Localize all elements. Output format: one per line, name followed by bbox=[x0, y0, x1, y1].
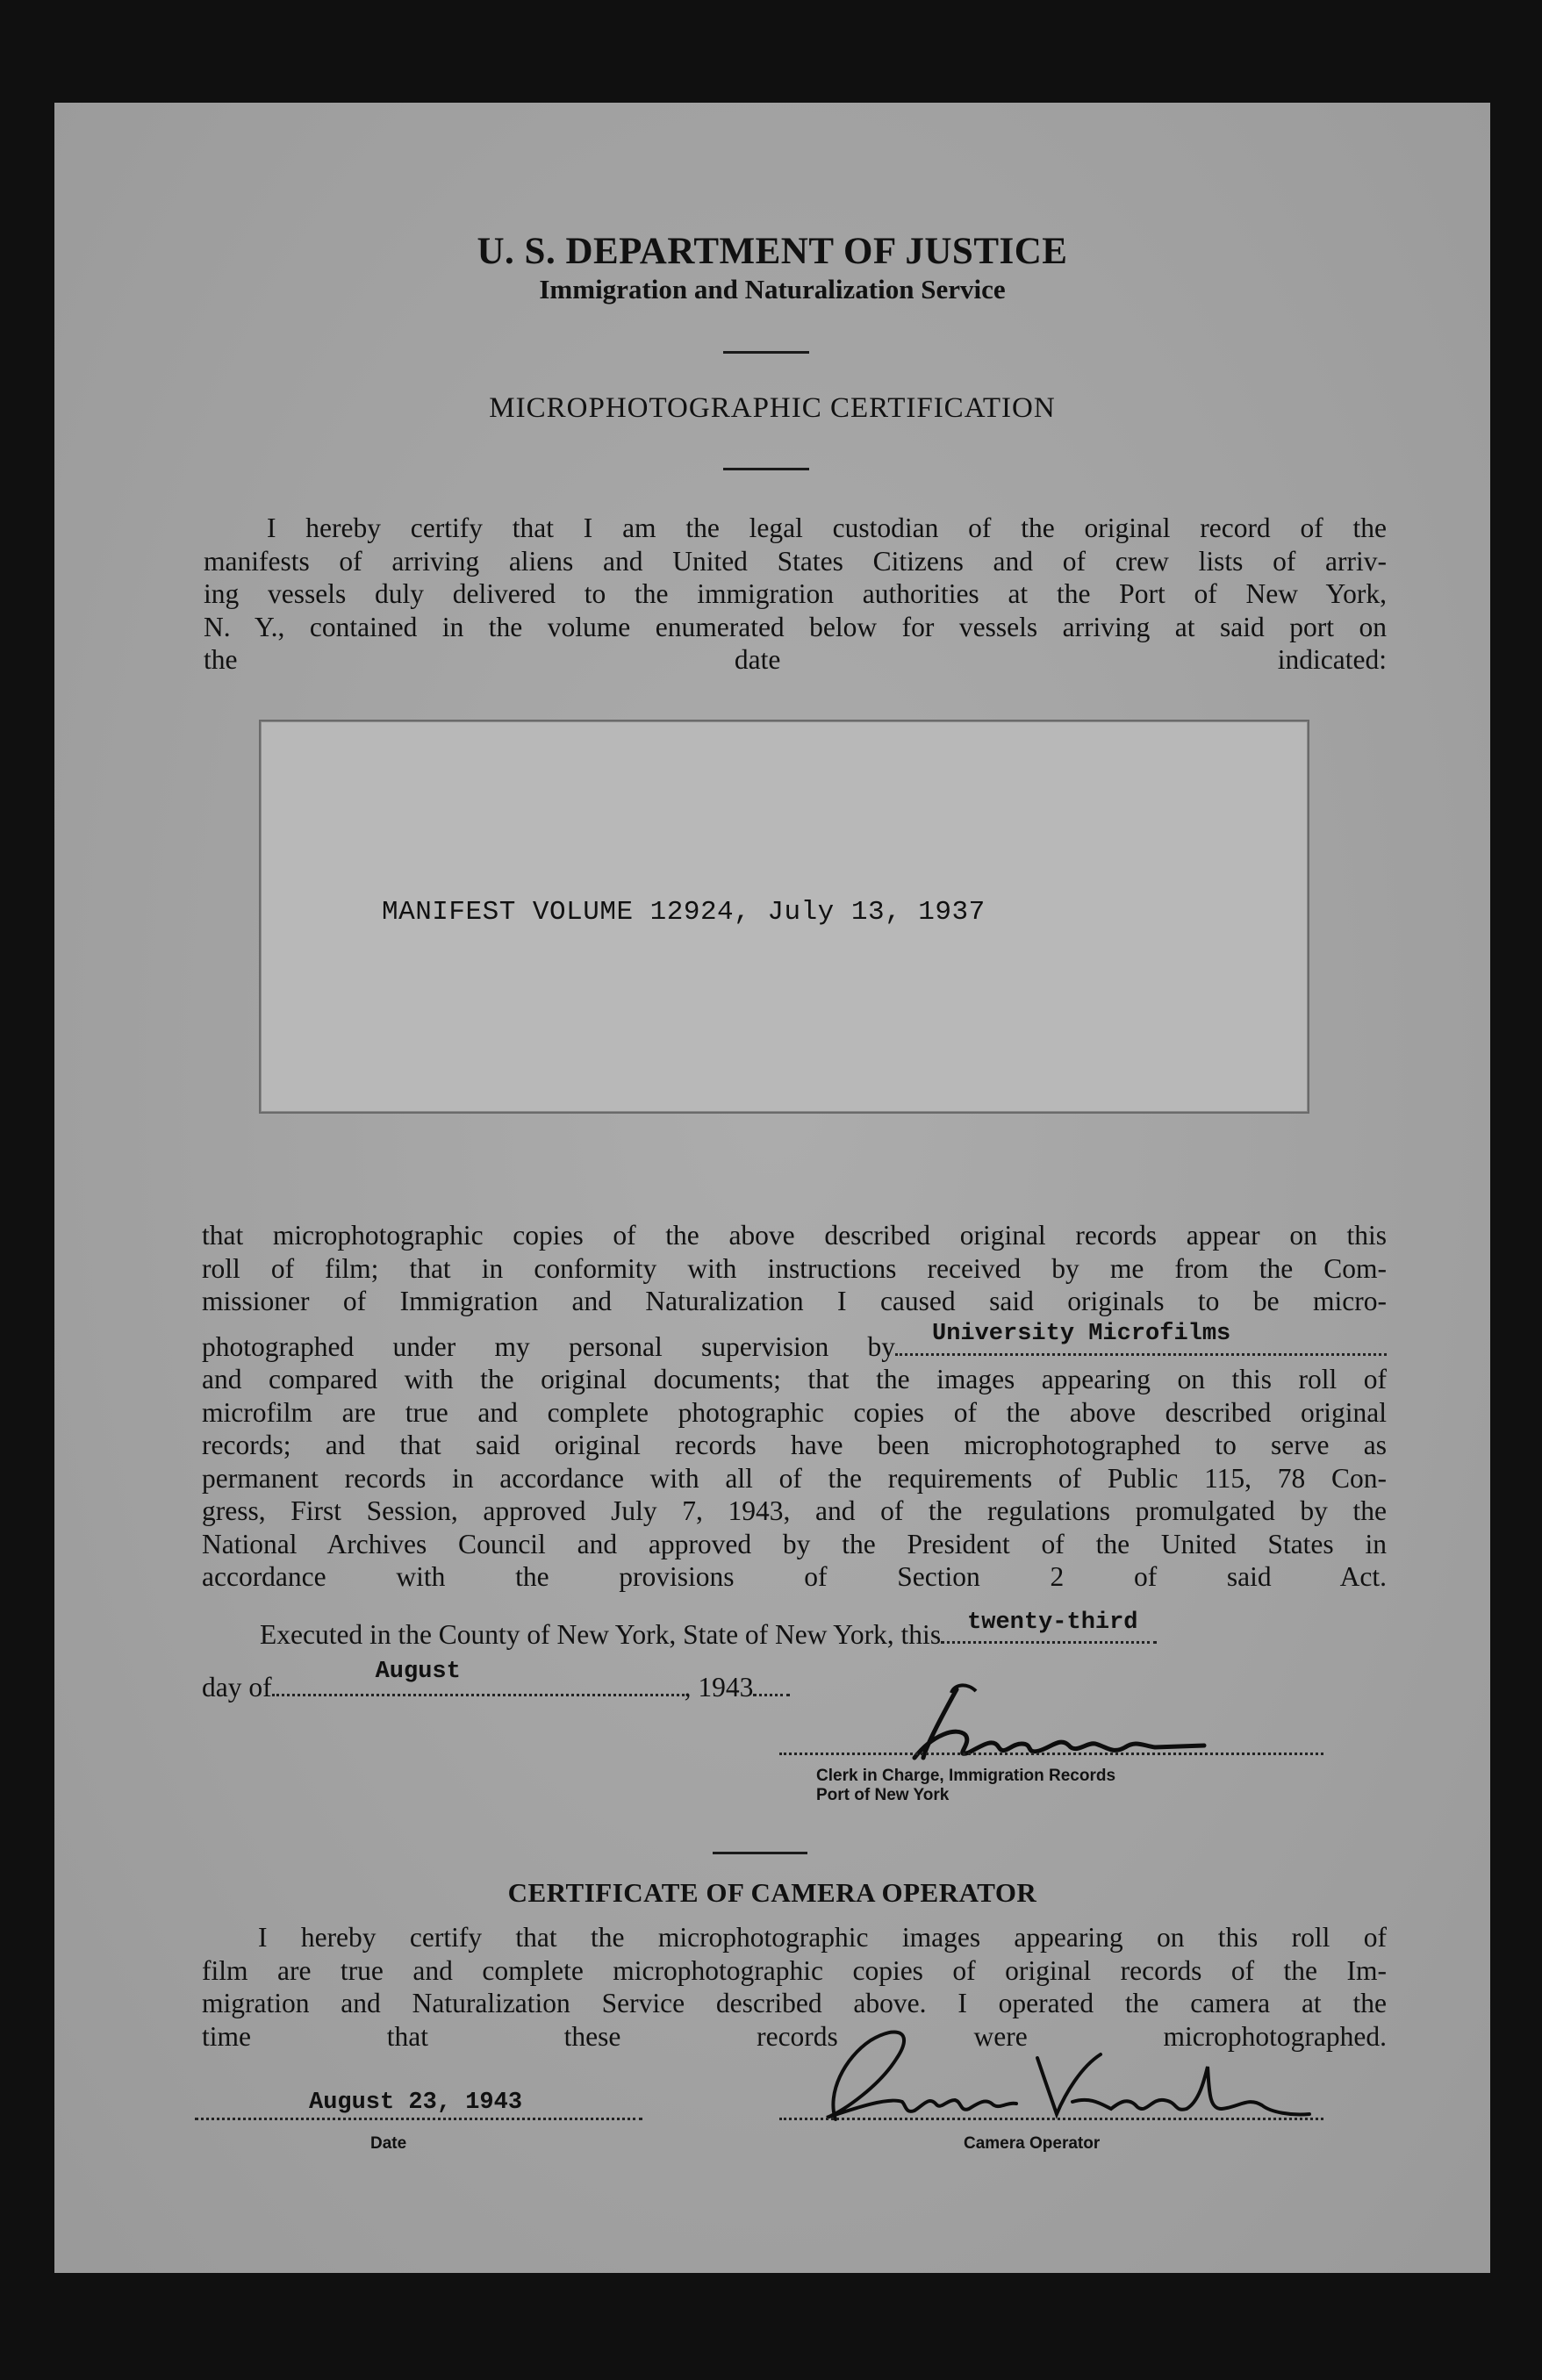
day-of-label: day of bbox=[202, 1672, 272, 1703]
intro-paragraph bbox=[204, 512, 1387, 677]
divider-rule bbox=[723, 468, 809, 470]
body-line: that microphotographic copies of the above described original records appear on this bbox=[202, 1220, 1387, 1251]
clerk-signature-line bbox=[779, 1753, 1323, 1755]
year-fill-line bbox=[753, 1694, 790, 1696]
divider-rule bbox=[713, 1852, 807, 1854]
month-value: August bbox=[375, 1658, 461, 1685]
clerk-signature bbox=[862, 1674, 1230, 1779]
supervisor-name: University Microfilms bbox=[932, 1321, 1231, 1347]
executed-line bbox=[260, 1609, 1392, 1652]
divider-rule bbox=[723, 351, 809, 354]
camera-line: migration and Naturalization Service described above. I operated the camera at the bbox=[202, 1988, 1387, 2018]
date-label: Date bbox=[370, 2134, 407, 2153]
supervision-fill-line bbox=[895, 1321, 1387, 1356]
operator-label: Camera Operator bbox=[964, 2134, 1101, 2153]
intro-line: I hereby certify that I am the legal custodian of the original record of the bbox=[267, 513, 1387, 543]
intro-line: N. Y., contained in the volume enumerated below for vessels arriving at said port on bbox=[204, 611, 1387, 642]
agency-title: U. S. DEPARTMENT OF JUSTICE bbox=[477, 231, 1068, 272]
manifest-slip bbox=[259, 720, 1309, 1114]
camera-line: time that these records were microphotographed. bbox=[202, 2020, 1387, 2052]
clerk-title: Clerk in Charge, Immigration Records bbox=[816, 1767, 1116, 1785]
date-field bbox=[195, 2088, 642, 2125]
body-line: missioner of Immigration and Naturalization I caused said originals to be micro- bbox=[202, 1286, 1387, 1316]
body-line: and compared with the original documents; that the images appearing on this roll of bbox=[202, 1364, 1387, 1394]
intro-line: ing vessels duly delivered to the immigration authorities at the Port of New York, bbox=[204, 578, 1387, 609]
supervision-prefix: photographed under my personal supervision by bbox=[202, 1330, 895, 1362]
operator-signature-line bbox=[779, 2118, 1323, 2120]
year-suffix: , 1943 bbox=[684, 1672, 754, 1703]
manifest-volume-text: MANIFEST VOLUME 12924, July 13, 1937 bbox=[382, 897, 986, 928]
date-line bbox=[195, 2118, 642, 2120]
intro-line: manifests of arriving aliens and United States Citizens and of crew lists of arriv- bbox=[204, 545, 1387, 577]
body-line: permanent records in accordance with all of the requirements of Public 115, 78 Con- bbox=[202, 1462, 1387, 1494]
body-line: accordance with the provisions of Section 2 of said Act. bbox=[202, 1561, 1387, 1592]
supervision-line bbox=[202, 1321, 1387, 1364]
certification-title: MICROPHOTOGRAPHIC CERTIFICATION bbox=[489, 392, 1056, 424]
body-line: records; and that said original records have been microphotographed to serve as bbox=[202, 1430, 1387, 1460]
body-line: roll of film; that in conformity with instructions received by me from the Com- bbox=[202, 1252, 1387, 1284]
month-fill-line bbox=[272, 1658, 685, 1696]
clerk-caption bbox=[816, 1767, 1115, 1805]
certificate-page bbox=[54, 103, 1490, 2273]
body-line: microfilm are true and complete photographic copies of the above described original bbox=[202, 1396, 1387, 1428]
body-line: gress, First Session, approved July 7, 1943, and of the regulations promulgated by the bbox=[202, 1495, 1387, 1526]
body-paragraph bbox=[202, 1219, 1387, 1594]
clerk-port: Port of New York bbox=[816, 1786, 950, 1804]
service-subtitle: Immigration and Naturalization Service bbox=[539, 274, 1006, 305]
executed-prefix: Executed in the County of New York, State of New York, this bbox=[260, 1619, 942, 1650]
body-line: National Archives Council and approved by the President of the United States in bbox=[202, 1528, 1387, 1559]
day-value: twenty-third bbox=[967, 1609, 1138, 1636]
intro-line: the date indicated: bbox=[204, 644, 1387, 675]
camera-line: I hereby certify that the microphotographic images appearing on this roll of bbox=[258, 1922, 1387, 1953]
camera-operator-title: CERTIFICATE OF CAMERA OPERATOR bbox=[507, 1877, 1037, 1908]
date-value: August 23, 1943 bbox=[309, 2090, 523, 2116]
camera-line: film are true and complete microphotographic copies of original records of the Im- bbox=[202, 1954, 1387, 1986]
day-fill-line bbox=[941, 1609, 1157, 1644]
